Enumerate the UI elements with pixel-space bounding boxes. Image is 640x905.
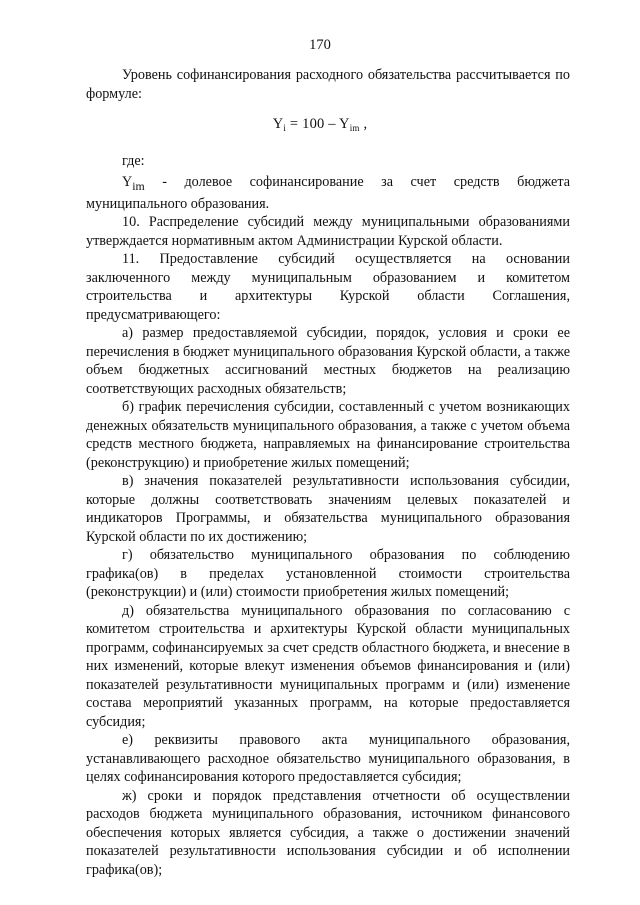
clause-zh: ж) сроки и порядок представления отчетности об осуществлении расходов бюджета муниципального образования, источником финансового обеспечения которых является субсидия, а также о достижении значений показателей результативности использования субсидии и об исполнении графика(ов); xyxy=(86,787,570,878)
clause-g: г) обязательство муниципального образования по соблюдению графика(ов) в пределах установленной стоимости строительства (реконструкции) и (или) стоимости приобретения жилых помещений; xyxy=(86,547,570,601)
clause-v: в) значения показателей результативности использования субсидии, которые должны соответствовать значениям целевых показателей и индикаторов Программы, и обязательства муниципального образования Курской области по их достижению; xyxy=(86,473,570,545)
definition-symbol: Y xyxy=(122,173,133,190)
where-label: где: xyxy=(122,153,145,169)
clause-e: е) реквизиты правового акта муниципального образования, устанавливающего расходное обязательство муниципального образования, в целях софинансирования которого предоставляется субсидия; xyxy=(86,732,570,786)
body-block xyxy=(86,152,570,879)
page-number: 170 xyxy=(309,37,331,53)
clause-a: а) размер предоставляемой субсидии, порядок, условия и сроки ее перечисления в бюджет муниципального образования Курской области, а также объем бюджетных ассигнований местных бюджетов на реализацию соответствующих расходных обязательств; xyxy=(86,325,570,397)
formula-rhs-subscript: im xyxy=(349,123,360,133)
formula-rhs: = 100 – Y xyxy=(286,116,350,132)
paragraph-10: 10. Распределение субсидий между муниципальными образованиями утверждается нормативным актом Администрации Курской области. xyxy=(86,214,570,249)
definition-text: - долевое софинансирование за счет средств бюджета муниципального образования. xyxy=(86,173,570,212)
where-definition xyxy=(86,173,570,214)
clause-d: д) обязательства муниципального образования по согласованию с комитетом строительства и архитектуры Курской области муниципальных программ, софинансируемых за счет средств областного бюджета, и внесение в них изменений, которые влекут изменения объемов финансирования и (или) показателей результативности муниципальных программ и (или) изменение состава мероприятий указанных программ, на которые предоставляется субсидия; xyxy=(86,602,570,730)
formula xyxy=(0,116,640,133)
clause-b: б) график перечисления субсидии, составленный с учетом возникающих денежных обязательств муниципального образования, а также с учетом объема средств местного бюджета, направляемых на финансирование строительства (реконструкцию) и приобретение жилых помещений; xyxy=(86,399,570,471)
intro-paragraph: Уровень софинансирования расходного обязательства рассчитывается по формуле: xyxy=(86,67,570,102)
formula-tail: , xyxy=(359,116,368,132)
intro-block xyxy=(86,66,570,103)
paragraph-11: 11. Предоставление субсидий осуществляется на основании заключенного между муниципальным образованием и комитетом строительства и архитектуры Курской области Соглашения, предусматривающего: xyxy=(86,251,570,323)
definition-symbol-subscript: im xyxy=(132,178,145,193)
formula-lhs-subscript: i xyxy=(283,123,287,133)
formula-lhs-symbol: Y xyxy=(272,116,284,132)
